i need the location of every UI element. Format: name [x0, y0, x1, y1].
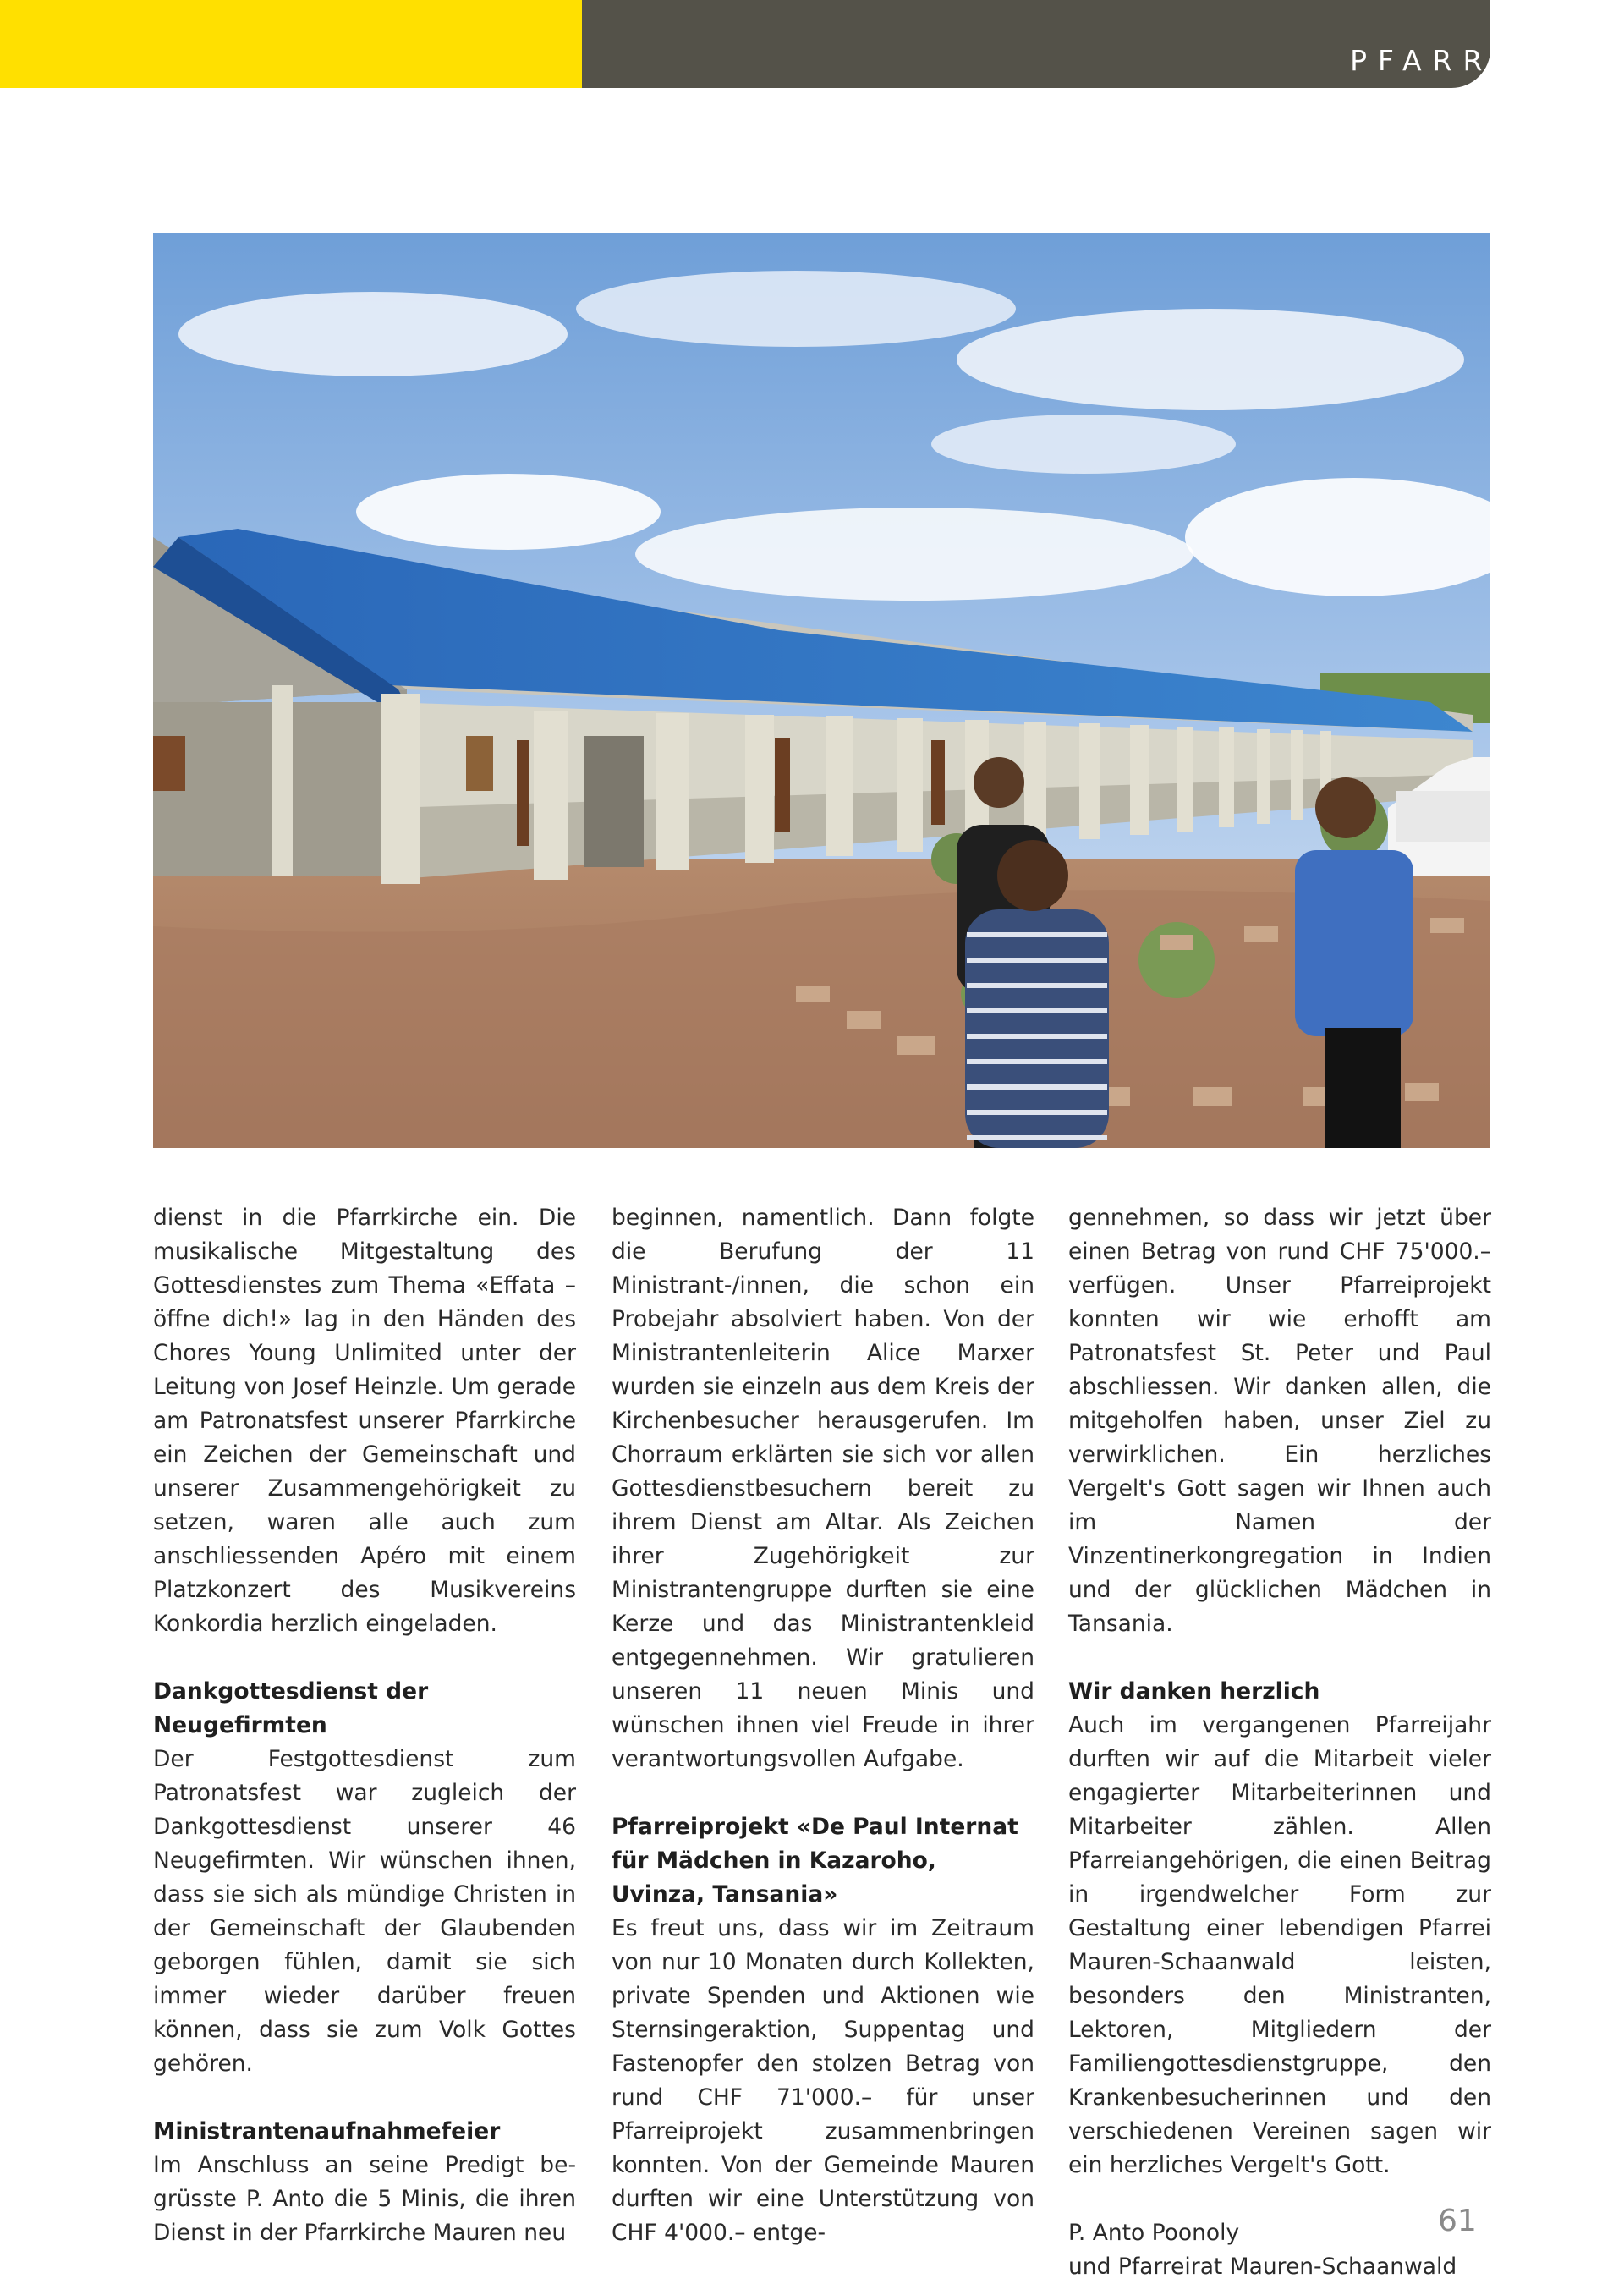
- paragraph-dank: Auch im vergangenen Pfarreijahr durften wir auf die Mitarbeit vieler engagierter Mitarbeiterinnen und Mitarbeiter zählen. Allen Pfarreiangehörigen, die einen Beitrag in irgendwelcher Form zur Gestaltung einer lebendigen Pfarrei Mauren-Schaanwald leisten, besonders den Ministranten, Lektoren, Mitgliedern der Familiengottesdienstgruppe, den Krankenbesucherinnen und den verschiedenen Vereinen sagen wir ein herzliches Vergelt's Gott.: [1068, 1712, 1491, 2178]
- project-photo: [153, 233, 1490, 1148]
- heading-wir-danken: Wir danken herzlich: [1068, 1678, 1320, 1705]
- paragraph-betrag: gennehmen, so dass wir jetzt über einen Betrag von rund CHF 75'000.– verfügen. Unser Pfarreiprojekt konnten wir wie erhofft am Patronatsfest St. Peter und Paul abschliessen. Wir danken allen, die mitgeholfen haben, unser Ziel zu verwirklichen. Ein herzliches Vergelt's Gott sagen wir Ihnen auch im Namen der Vinzentinerkongregation in Indien und der glücklichen Mädchen in Tansania.: [1068, 1205, 1491, 1637]
- signature-council: und Pfarreirat Mauren-Schaanwald: [1068, 2254, 1457, 2280]
- text-column-1: [153, 1201, 576, 2250]
- text-column-2: [612, 1201, 1034, 2250]
- signature-name: P. Anto Poonoly: [1068, 2220, 1240, 2246]
- paragraph-neugefirmte: Der Festgottesdienst zum Patronatsfest war zugleich der Dankgottesdienst unserer 46 Neugefirmten. Wir wünschen ihnen, dass sie sich als mündige Christen in der Gemeinschaft der Glaubenden geborgen fühlen, damit sie sich immer wieder darüber freuen können, dass sie zum Volk Gottes gehören.: [153, 1746, 576, 2077]
- paragraph-spenden: Es freut uns, dass wir im Zeitraum von nur 10 Monaten durch Kollekten, private Spenden und Aktionen wie Sternsingeraktion, Suppentag und Fastenopfer den stolzen Betrag von rund CHF 71'000.– für unser Pfarreiprojekt zusammenbringen konnten. Von der Gemeinde Mauren durften wir eine Unterstützung von CHF 4'000.– entge-: [612, 1915, 1034, 2246]
- paragraph-berufung: beginnen, namentlich. Dann folgte die Berufung der 11 Ministrant-/innen, die schon ein Probejahr absolviert haben. Von der Ministrantenleiterin Alice Marxer wurden sie einzeln aus dem Kreis der Kirchenbesucher herausgerufen. Im Chorraum erklärten sie sich vor allen Gottesdienstbesuchern bereit zu ihrem Dienst am Altar. Als Zeichen ihrer Zugehörigkeit zur Ministrantengruppe durften sie eine Kerze und das Ministrantenkleid entgegennehmen. Wir gratulieren unseren 11 neuen Minis und wünschen ihnen viel Freude in ihrer verantwortungsvollen Aufgabe.: [612, 1205, 1034, 1772]
- heading-dankgottesdienst: Dankgottesdienst der Neugefirmten: [153, 1678, 429, 1738]
- text-column-3: [1068, 1201, 1491, 2284]
- header-accent-bar: [0, 0, 582, 88]
- heading-ministrantenaufnahme: Ministrantenaufnahmefeier: [153, 2118, 501, 2144]
- heading-pfarreiprojekt: Pfarreiprojekt «De Paul Internat für Mädchen in Kazaroho, Uvinza, Tansania»: [612, 1814, 1018, 1908]
- section-label: PFARREI: [1350, 44, 1541, 77]
- paragraph-effata: dienst in die Pfarrkirche ein. Die musikalische Mitgestaltung des Gottesdienstes zum Thema «Effata – öffne dich!» lag in den Händen des Chores Young Unlimited unter der Leitung von Josef Heinzle. Um gerade am Patronatsfest unserer Pfarrkirche ein Zeichen der Gemeinschaft und unserer Zusammengehörigkeit zu setzen, waren alle auch zum anschliessenden Apéro mit einem Platzkonzert des Musikvereins Konkordia herzlich eingeladen.: [153, 1205, 576, 1637]
- paragraph-minis: Im Anschluss an seine Predigt begrüsste P. Anto die 5 Minis, die ihren Dienst in der Pfarrkirche Mauren neu: [153, 2152, 576, 2246]
- page-number: 61: [1438, 2204, 1477, 2238]
